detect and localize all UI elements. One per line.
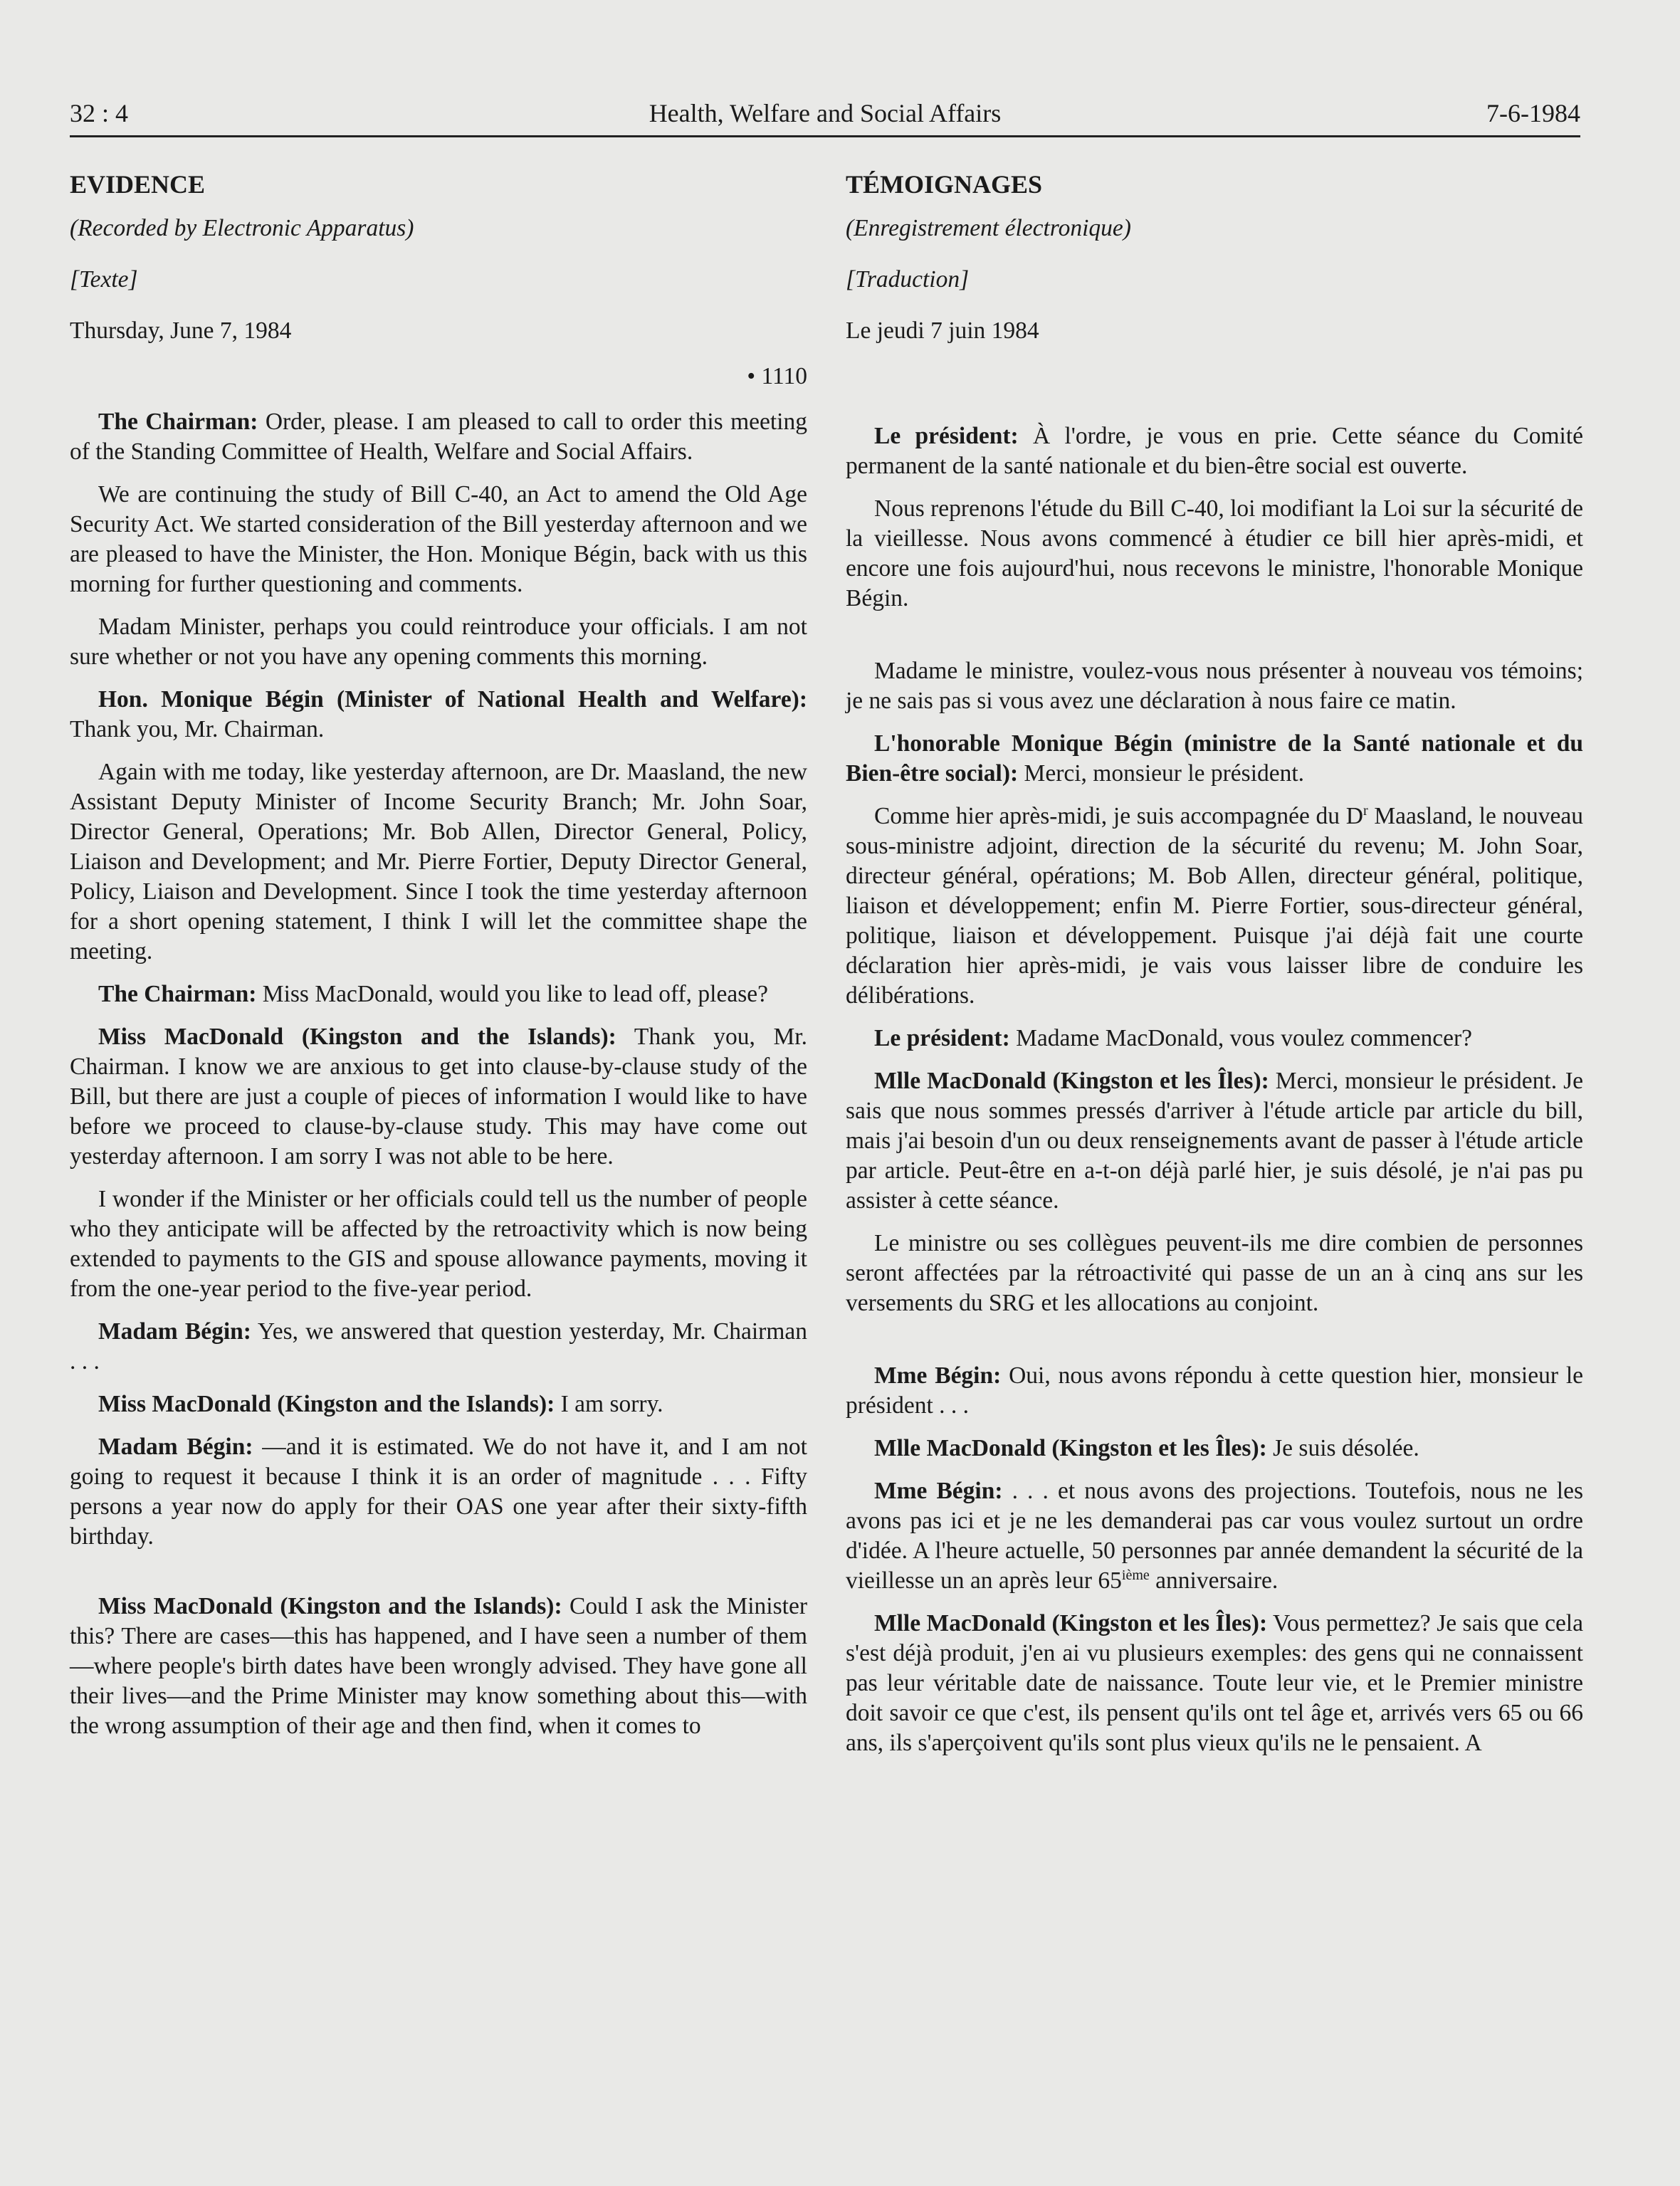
speech-paragraph: L'honorable Monique Bégin (ministre de la Santé nationale et du Bien-être social): Merci, monsieur le président. <box>846 730 1583 787</box>
speech-paragraph: The Chairman: Order, please. I am pleased to call to order this meeting of the Standing Committee of Health, Welfare and Social Affairs. <box>70 409 807 465</box>
speech-paragraph: We are continuing the study of Bill C-40, an Act to amend the Old Age Security Act. We started consideration of the Bill yesterday afternoon and we are pleased to have the Minister, the Hon. Monique Bégin, back with us this morning for further questioning and comments. <box>70 481 807 597</box>
time-marker: • 1110 <box>747 363 807 389</box>
running-title: Health, Welfare and Social Affairs <box>649 99 1002 127</box>
recording-note: (Recorded by Electronic Apparatus) <box>70 215 414 241</box>
text-tag: [Traduction] <box>846 266 970 293</box>
speech-paragraph: The Chairman: Miss MacDonald, would you like to lead off, please? <box>98 981 768 1007</box>
speech-paragraph: Le président: Madame MacDonald, vous voulez commencer? <box>874 1025 1473 1051</box>
speech-paragraph: Mme Bégin: Oui, nous avons répondu à cette question hier, monsieur le président . . . <box>846 1362 1583 1419</box>
speech-paragraph: Nous reprenons l'étude du Bill C-40, loi modifiant la Loi sur la sécurité de la vieillesse. Nous avons commencé à étudier ce bill hier après-midi, et encore une fois aujourd'hui, nous recevons le ministre, l'honorable Monique Bégin. <box>846 495 1583 611</box>
speech-paragraph: Madam Bégin: Yes, we answered that question yesterday, Mr. Chairman . . . <box>70 1318 807 1375</box>
speech-paragraph: Le ministre ou ses collègues peuvent-ils me dire combien de personnes seront affectées par la rétroactivité qui passe de un an à cinq ans sur les versements du SRG et les allocations au conjoint. <box>846 1230 1583 1316</box>
speech-paragraph: Miss MacDonald (Kingston and the Islands): Thank you, Mr. Chairman. I know we are anxious to get into clause-by-clause study of the Bill, but there are just a couple of pieces of information I would like to have before we proceed to clause-by-clause study. This may have come out yesterday afternoon. I am sorry I was not able to be here. <box>70 1024 807 1170</box>
speech-paragraph: Miss MacDonald (Kingston and the Islands): I am sorry. <box>98 1391 663 1417</box>
section-heading: TÉMOIGNAGES <box>846 170 1043 199</box>
header-date: 7-6-1984 <box>1486 99 1580 127</box>
recording-note: (Enregistrement électronique) <box>846 215 1131 241</box>
english-column <box>70 169 807 1741</box>
speech-paragraph: Le président: À l'ordre, je vous en prie. Cette séance du Comité permanent de la santé nationale et du bien-être social est ouverte. <box>846 423 1583 479</box>
speech-paragraph: Mlle MacDonald (Kingston et les Îles): Merci, monsieur le président. Je sais que nous sommes pressés d'arriver à l'étude article par article du bill, mais j'ai besoin d'un ou deux renseignements avant de passer à l'étude article par article. Peut-être en a-t-on déjà parlé hier, je suis désolé, je n'ai pas pu assister à cette séance. <box>846 1068 1583 1214</box>
sitting-date: Thursday, June 7, 1984 <box>70 317 292 344</box>
speech-paragraph: Mme Bégin: . . . et nous avons des projections. Toutefois, nous ne les avons pas ici et je ne les demanderai pas car vous voulez surtout un ordre d'idée. A l'heure actuelle, 50 personnes par année demandent la sécurité de la vieillesse un an après leur 65ième anniversaire. <box>846 1478 1583 1594</box>
speech-paragraph: I wonder if the Minister or her officials could tell us the number of people who they anticipate will be affected by the retroactivity which is now being extended to payments to the GIS and spouse allowance payments, moving it from the one-year period to the five-year period. <box>70 1186 807 1302</box>
speech-paragraph: Mlle MacDonald (Kingston et les Îles): Je suis désolée. <box>874 1435 1419 1461</box>
speech-paragraph: Madam Bégin: —and it is estimated. We do not have it, and I am not going to request it because I think it is an order of magnitude . . . Fifty persons a year now do apply for their OAS one year after their sixty-fifth birthday. <box>70 1434 807 1550</box>
speech-paragraph: Hon. Monique Bégin (Minister of National Health and Welfare): Thank you, Mr. Chairman. <box>70 686 807 742</box>
text-tag: [Texte] <box>70 266 138 293</box>
sitting-date: Le jeudi 7 juin 1984 <box>846 317 1039 344</box>
speech-paragraph: Miss MacDonald (Kingston and the Islands): Could I ask the Minister this? There are cases—this has happened, and I have seen a number of them—where people's birth dates have been wrongly advised. They have gone all their lives—and the Prime Minister may know something about this—with the wrong assumption of their age and then find, when it comes to <box>70 1593 807 1739</box>
section-heading: EVIDENCE <box>70 170 206 199</box>
speech-paragraph: Comme hier après-midi, je suis accompagnée du $D^r$ Maasland, le nouveau sous-ministre adjoint, direction de la sécurité du revenu; M. John Soar, directeur général, opérations; M. Bob Allen, directeur général, politique, liaison et développement; enfin M. Pierre Fortier, sous-directeur général, politique, liaison et développement. Puisque j'ai déjà fait une courte déclaration hier après-midi, je vais vous laisser libre de conduire les délibérations. <box>846 802 1583 1009</box>
page-number: 32 : 4 <box>70 99 129 127</box>
speech-paragraph: Mlle MacDonald (Kingston et les Îles): Vous permettez? Je sais que cela s'est déjà produit, j'en ai vu plusieurs exemples: des gens qui ne connaissent pas leur véritable date de naissance. Toute leur vie, et le Premier ministre doit savoir ce que c'est, ils pensent qu'ils ont tel âge et, arrivés vers 65 ou 66 ans, ils s'aperçoivent qu'ils sont plus vieux qu'ils ne le pensaient. A <box>846 1610 1583 1756</box>
speech-paragraph: Madame le ministre, voulez-vous nous présenter à nouveau vos témoins; je ne sais pas si vous avez une déclaration à nous faire ce matin. <box>846 658 1583 714</box>
page-header <box>70 98 1580 137</box>
french-column <box>846 169 1583 1758</box>
speech-paragraph: Madam Minister, perhaps you could reintroduce your officials. I am not sure whether or not you have any opening comments this morning. <box>70 614 807 670</box>
speech-paragraph: Again with me today, like yesterday afternoon, are Dr. Maasland, the new Assistant Deputy Minister of Income Security Branch; Mr. John Soar, Director General, Operations; Mr. Bob Allen, Director General, Policy, Liaison and Development; and Mr. Pierre Fortier, Deputy Director General, Policy, Liaison and Development. Since I took the time yesterday afternoon for a short opening statement, I think I will let the committee shape the meeting. <box>70 759 807 965</box>
